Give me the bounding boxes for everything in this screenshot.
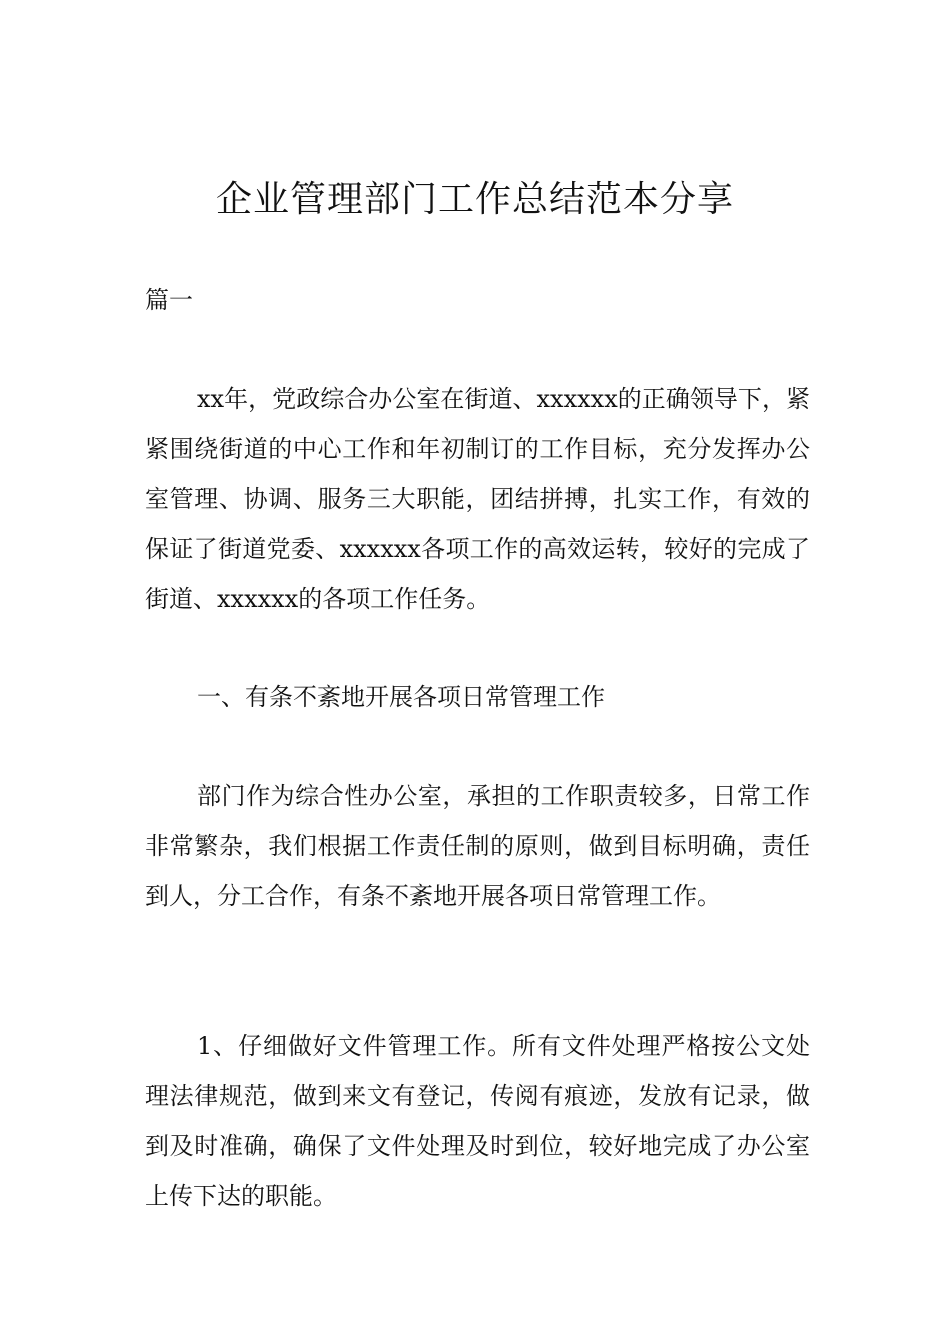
section-label: 篇一	[145, 286, 193, 314]
paragraph-body: 部门作为综合性办公室，承担的工作职责较多，日常工作非常繁杂，我们根据工作责任制的原则，做到目标明确，责任到人，分工合作，有条不紊地开展各项日常管理工作。	[145, 782, 810, 910]
paragraph-intro: xx年，党政综合办公室在街道、xxxxxx的正确领导下，紧紧围绕街道的中心工作和年初制订的工作目标，充分发挥办公室管理、协调、服务三大职能，团结拼搏，扎实工作，有效的保证了街道党委、xxxxxx各项工作的高效运转，较好的完成了街道、xxxxxx的各项工作任务。	[145, 385, 810, 613]
section-heading: 一、有条不紊地开展各项日常管理工作	[197, 683, 605, 711]
paragraph-item: 1、仔细做好文件管理工作。所有文件处理严格按公文处理法律规范，做到来文有登记，传阅有痕迹，发放有记录，做到及时准确，确保了文件处理及时到位，较好地完成了办公室上传下达的职能。	[145, 1032, 810, 1210]
document-title: 企业管理部门工作总结范本分享	[215, 179, 734, 220]
